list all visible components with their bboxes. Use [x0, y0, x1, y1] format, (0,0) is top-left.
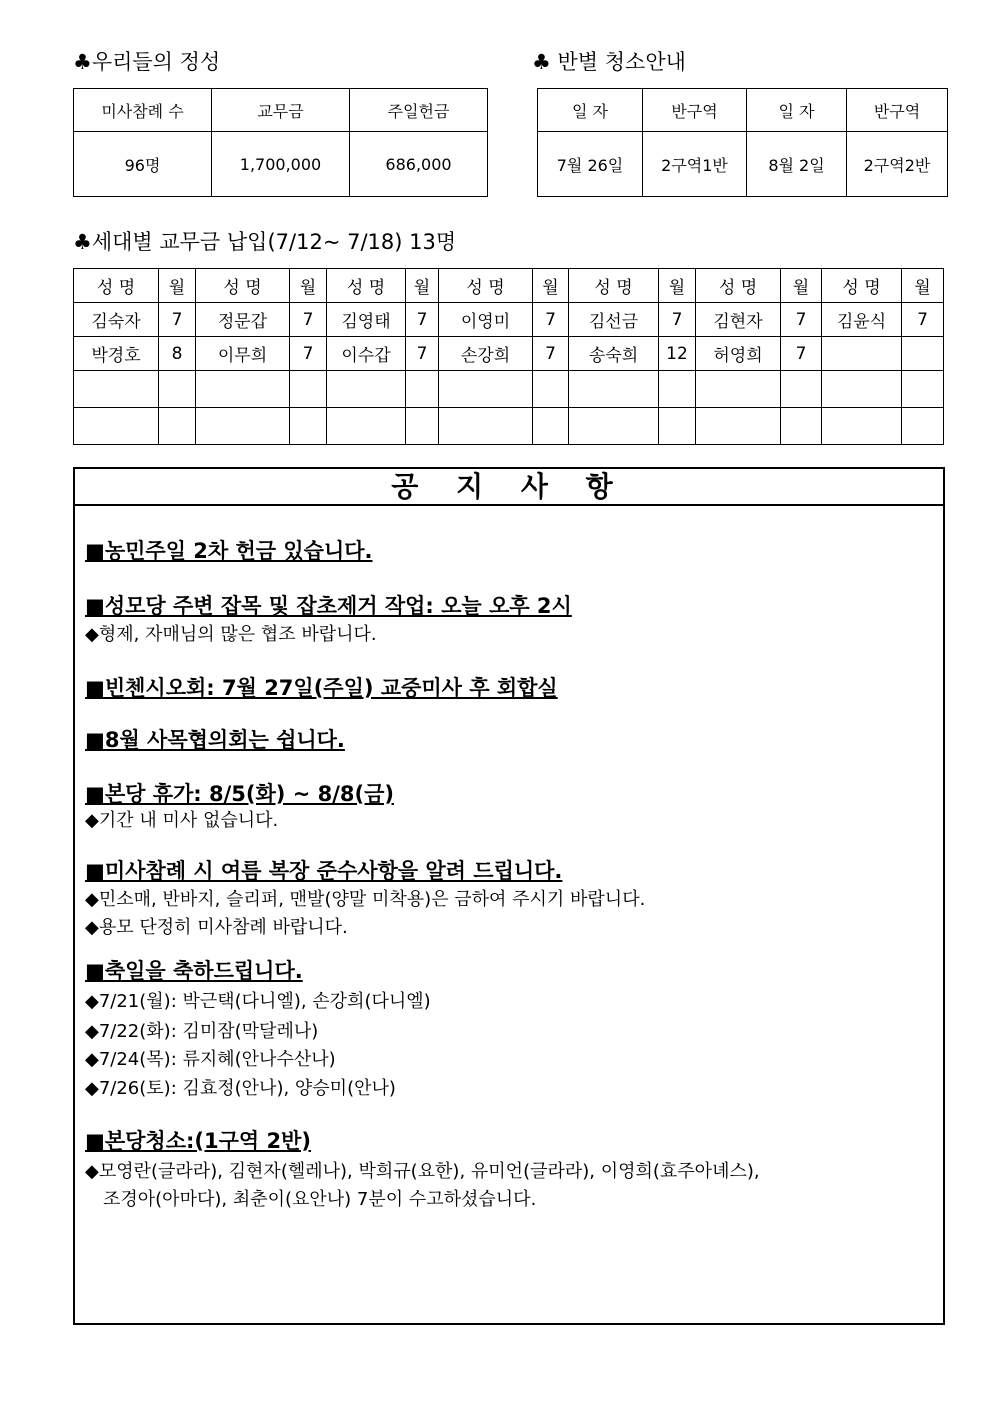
payer-month — [533, 408, 569, 445]
notice-item-heading: ■미사참례 시 여름 복장 준수사항을 알려 드립니다. — [85, 859, 563, 883]
payer-name — [569, 371, 659, 408]
month-header: 월 — [902, 269, 944, 303]
value-date-1: 7월 26일 — [538, 132, 643, 197]
payment-header-row — [74, 269, 944, 303]
payer-month — [781, 371, 822, 408]
payer-name — [822, 371, 902, 408]
payer-month — [659, 408, 696, 445]
notice-item-heading: ■빈첸시오회: 7월 27일(주일) 교중미사 후 회합실 — [85, 676, 558, 700]
payer-name: 이영미 — [439, 303, 533, 337]
notice-item-heading: ■8월 사목협의회는 쉽니다. — [85, 728, 345, 752]
payer-month — [781, 408, 822, 445]
header-mass-attendance: 미사참례 수 — [74, 89, 212, 132]
table-row — [74, 337, 944, 371]
header-group-1: 반구역 — [643, 89, 747, 132]
payer-month — [159, 371, 196, 408]
name-header: 성 명 — [327, 269, 406, 303]
value-group-2: 2구역2반 — [847, 132, 948, 197]
payer-month: 7 — [533, 337, 569, 371]
header-date-1: 일 자 — [538, 89, 643, 132]
notice-item-line: ◆7/26(토): 김효정(안나), 양승미(안나) — [85, 1078, 396, 1099]
notice-item-line: ◆용모 단정히 미사참례 바랍니다. — [85, 917, 348, 938]
notice-item-line: ◆기간 내 미사 없습니다. — [85, 810, 279, 831]
notice-item-heading: ■성모당 주변 잡목 및 잡초제거 작업: 오늘 오후 2시 — [85, 594, 572, 618]
payer-name — [327, 371, 406, 408]
payer-month: 7 — [781, 303, 822, 337]
month-header: 월 — [533, 269, 569, 303]
header-group-2: 반구역 — [847, 89, 948, 132]
notice-item-line: ◆민소매, 반바지, 슬리퍼, 맨발(양말 미착용)은 금하여 주시기 바랍니다. — [85, 889, 646, 910]
name-header: 성 명 — [74, 269, 159, 303]
payer-month — [533, 371, 569, 408]
payer-name: 이무희 — [196, 337, 290, 371]
payer-month: 7 — [159, 303, 196, 337]
value-sunday-offering: 686,000 — [350, 132, 488, 197]
header-church-dues: 교무금 — [212, 89, 350, 132]
notice-item-line: ◆모영란(글라라), 김현자(헬레나), 박희규(요한), 유미언(글라라), 이영희(효주아녜스), — [85, 1161, 760, 1182]
cleaning-table — [537, 88, 948, 197]
header-sunday-offering: 주일헌금 — [350, 89, 488, 132]
notice-title: 공 지 사 항 — [75, 469, 943, 506]
notice-item-line: ◆7/22(화): 김미잠(막달레나) — [85, 1021, 319, 1042]
payer-month: 7 — [902, 303, 944, 337]
table-row — [74, 408, 944, 445]
payer-name: 김윤식 — [822, 303, 902, 337]
notice-box — [73, 467, 945, 1325]
table-row — [74, 303, 944, 337]
payer-name — [439, 371, 533, 408]
payer-name: 김숙자 — [74, 303, 159, 337]
notice-item-heading: ■본당청소:(1구역 2반) — [85, 1129, 311, 1153]
value-date-2: 8월 2일 — [747, 132, 847, 197]
value-mass-attendance: 96명 — [74, 132, 212, 197]
payer-month — [902, 337, 944, 371]
payer-name: 허영희 — [696, 337, 781, 371]
name-header: 성 명 — [196, 269, 290, 303]
name-header: 성 명 — [822, 269, 902, 303]
month-header: 월 — [406, 269, 439, 303]
month-header: 월 — [159, 269, 196, 303]
payer-month: 7 — [659, 303, 696, 337]
payer-month — [902, 408, 944, 445]
payer-name — [822, 408, 902, 445]
payer-name — [696, 371, 781, 408]
payer-month — [659, 371, 696, 408]
notice-item-line: ◆형제, 자매님의 많은 협조 바랍니다. — [85, 624, 377, 645]
payer-name: 김영태 — [327, 303, 406, 337]
payer-name — [439, 408, 533, 445]
payer-name: 박경호 — [74, 337, 159, 371]
cleaning-heading: ♣ 반별 청소안내 — [532, 50, 686, 74]
payer-month — [159, 408, 196, 445]
payer-month: 12 — [659, 337, 696, 371]
payer-name — [74, 371, 159, 408]
payer-name — [696, 408, 781, 445]
payer-month: 7 — [290, 303, 327, 337]
payer-name — [196, 408, 290, 445]
payer-month — [290, 371, 327, 408]
payer-name — [569, 408, 659, 445]
name-header: 성 명 — [439, 269, 533, 303]
payer-name — [822, 337, 902, 371]
notice-item-heading: ■축일을 축하드립니다. — [85, 959, 303, 983]
payer-month: 8 — [159, 337, 196, 371]
name-header: 성 명 — [569, 269, 659, 303]
payer-month: 7 — [406, 303, 439, 337]
payer-name: 이수갑 — [327, 337, 406, 371]
payer-month — [406, 371, 439, 408]
payer-name: 송숙희 — [569, 337, 659, 371]
payer-month — [290, 408, 327, 445]
payer-name: 김현자 — [696, 303, 781, 337]
notice-item-line: ◆7/21(월): 박근택(다니엘), 손강희(다니엘) — [85, 991, 431, 1012]
notice-item-heading: ■농민주일 2차 헌금 있습니다. — [85, 539, 373, 563]
payer-month — [902, 371, 944, 408]
payer-month — [406, 408, 439, 445]
payment-table — [73, 268, 944, 445]
notice-item-line: 조경아(아마다), 최춘이(요안나) 7분이 수고하셨습니다. — [103, 1189, 537, 1210]
payer-name — [74, 408, 159, 445]
table-row — [74, 371, 944, 408]
month-header: 월 — [781, 269, 822, 303]
offering-heading: ♣우리들의 정성 — [73, 50, 221, 74]
header-date-2: 일 자 — [747, 89, 847, 132]
notice-item-heading: ■본당 휴가: 8/5(화) ~ 8/8(금) — [85, 782, 394, 806]
month-header: 월 — [659, 269, 696, 303]
payer-month: 7 — [781, 337, 822, 371]
name-header: 성 명 — [696, 269, 781, 303]
value-church-dues: 1,700,000 — [212, 132, 350, 197]
payer-name — [196, 371, 290, 408]
payer-name: 김선금 — [569, 303, 659, 337]
month-header: 월 — [290, 269, 327, 303]
payer-month: 7 — [533, 303, 569, 337]
value-group-1: 2구역1반 — [643, 132, 747, 197]
payer-name — [327, 408, 406, 445]
payment-heading: ♣세대별 교무금 납입(7/12~ 7/18) 13명 — [73, 230, 457, 254]
notice-item-line: ◆7/24(목): 류지혜(안나수산나) — [85, 1049, 336, 1070]
payer-name: 손강희 — [439, 337, 533, 371]
payer-name: 정문갑 — [196, 303, 290, 337]
payer-month: 7 — [406, 337, 439, 371]
offering-table — [73, 88, 488, 197]
payer-month: 7 — [290, 337, 327, 371]
